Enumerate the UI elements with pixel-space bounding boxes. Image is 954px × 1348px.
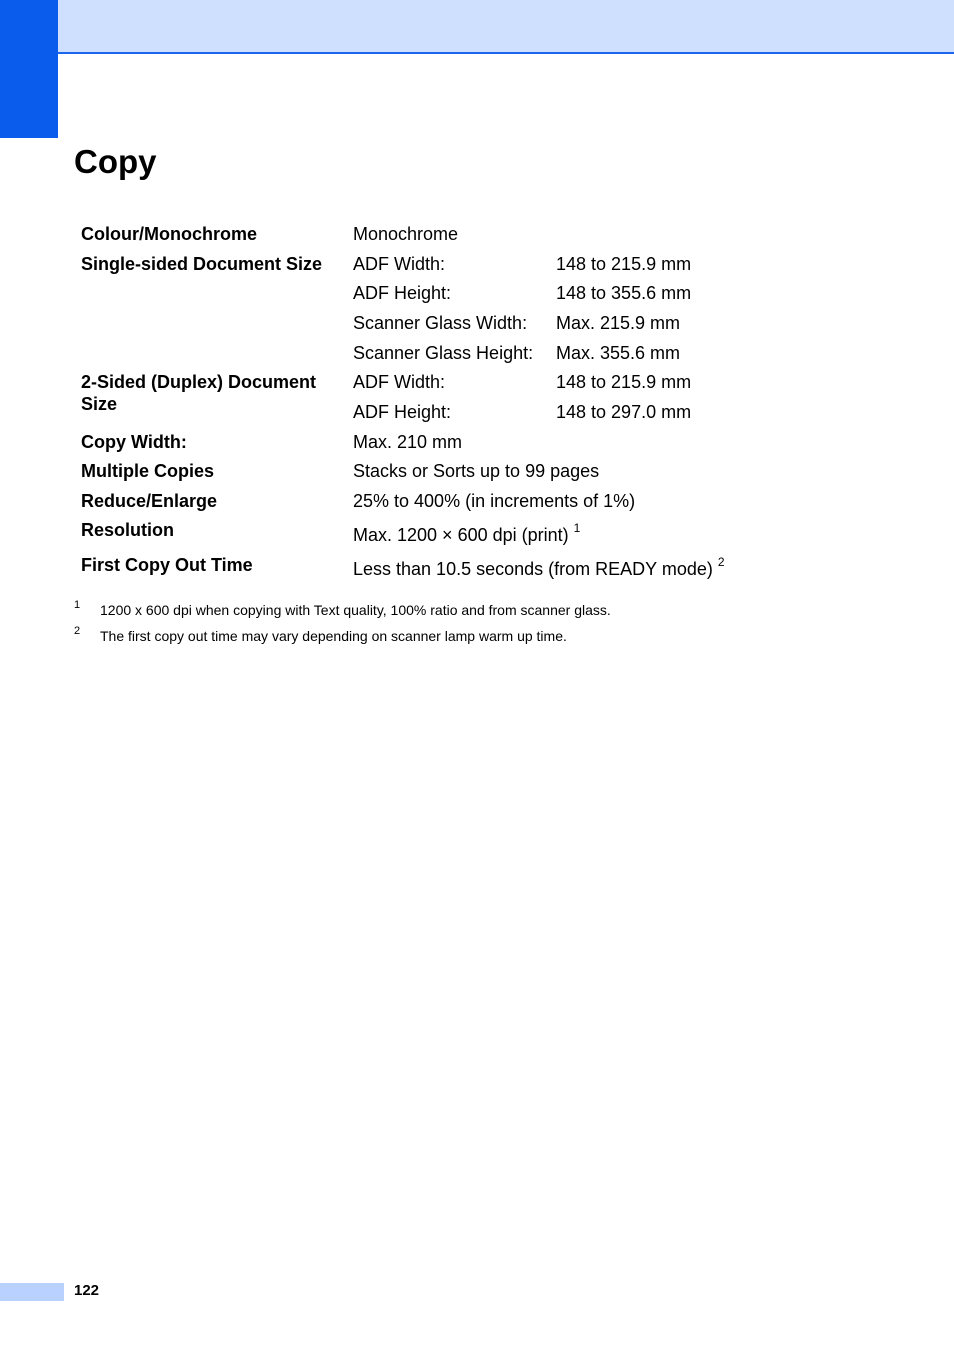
spec-label: Resolution (81, 520, 174, 540)
page-title: Copy (74, 143, 157, 180)
spec-label: Single-sided Document Size (81, 254, 323, 274)
spec-value: 148 to 215.9 mm (556, 254, 692, 274)
spec-sub-label: ADF Height: (353, 283, 452, 303)
spec-value: Max. 355.6 mm (556, 343, 681, 363)
spec-sub-label: ADF Width: (353, 372, 446, 392)
spec-label: Colour/Monochrome (81, 224, 257, 244)
spec-sub-label: ADF Height: (353, 402, 452, 422)
spec-value: 148 to 215.9 mm (556, 372, 692, 392)
spec-value: Max. 215.9 mm (556, 313, 681, 333)
page-number-tab (0, 1283, 64, 1301)
footnote-ref: 1 (573, 521, 581, 535)
spec-label: Copy Width: (81, 432, 187, 452)
spec-label: Multiple Copies (81, 461, 215, 481)
footnote-text: The first copy out time may vary depending on scanner lamp warm up time. (100, 628, 567, 644)
spec-value: 148 to 355.6 mm (556, 283, 692, 303)
header-band (58, 0, 954, 54)
spec-value-line (353, 555, 725, 580)
spec-value: Stacks or Sorts up to 99 pages (353, 461, 600, 481)
spec-value-line (353, 521, 581, 546)
spec-sub-label: Scanner Glass Height: (353, 343, 534, 363)
footnote-number: 1 (74, 599, 81, 611)
footnote-number: 2 (74, 625, 81, 637)
footnote-ref: 2 (717, 555, 725, 569)
spec-value: Max. 210 mm (353, 432, 463, 452)
spec-label: Reduce/Enlarge (81, 491, 218, 511)
spec-value: Max. 1200 × 600 dpi (print) (353, 525, 569, 545)
spec-sub-label: Scanner Glass Width: (353, 313, 528, 333)
spec-sub-label: ADF Width: (353, 254, 446, 274)
spec-value: Less than 10.5 seconds (from READY mode) (353, 559, 713, 579)
footnote-text: 1200 x 600 dpi when copying with Text quality, 100% ratio and from scanner glass. (100, 602, 611, 618)
spec-value: Monochrome (353, 224, 459, 244)
spec-label: 2-Sided (Duplex) Document Size (81, 372, 317, 414)
spec-value: 148 to 297.0 mm (556, 402, 692, 422)
chapter-color-tab (0, 0, 58, 138)
spec-label: First Copy Out Time (81, 555, 253, 575)
page-number: 122 (74, 1282, 100, 1299)
spec-value: 25% to 400% (in increments of 1%) (353, 491, 636, 511)
